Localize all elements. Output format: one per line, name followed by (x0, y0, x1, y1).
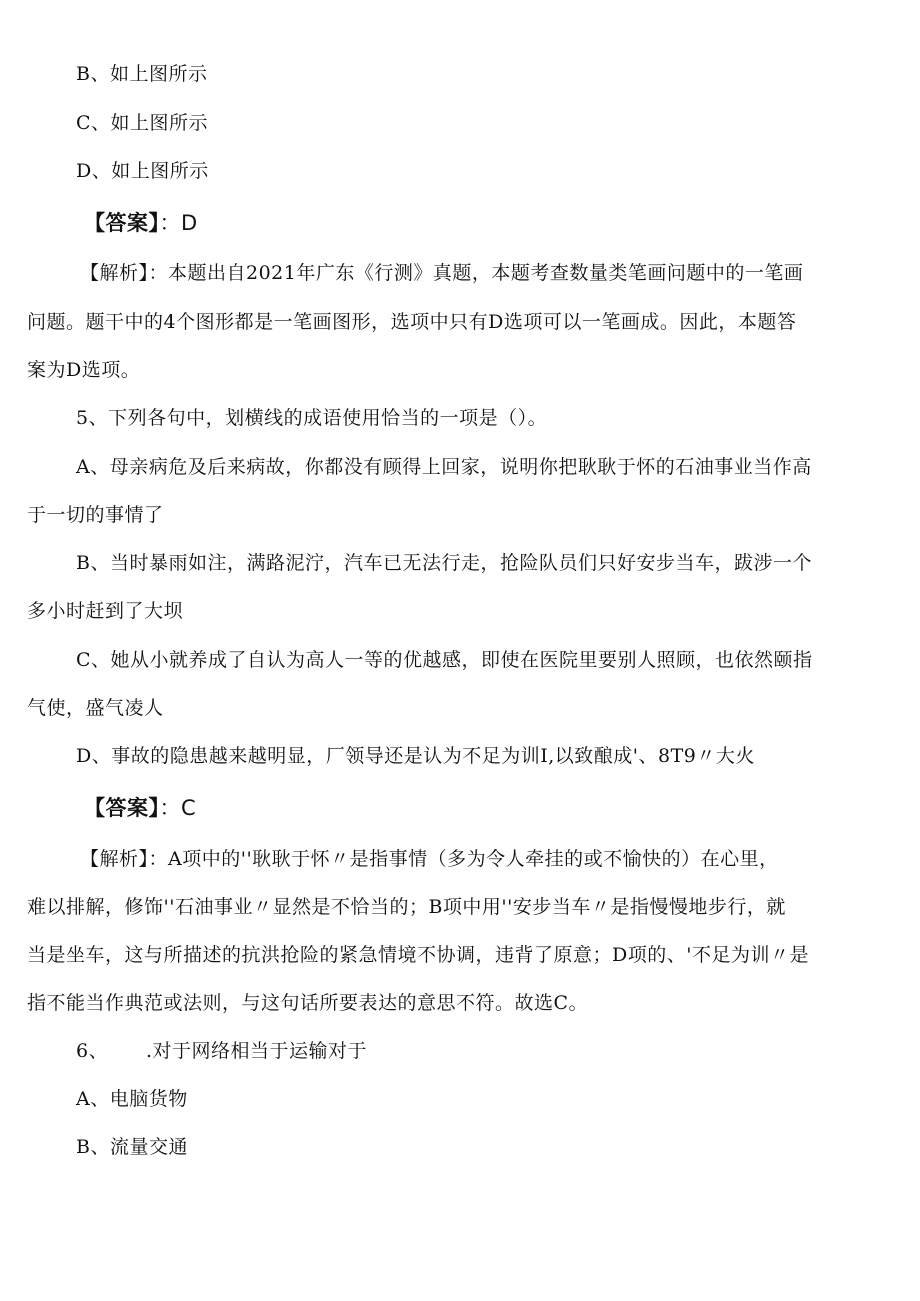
q5-option-b-line-1: B、当时暴雨如注，满路泥泞，汽车已无法行走，抢险队员们只好安步当车，跋涉一个 (76, 552, 812, 574)
q5-analysis-line-1: 【解析】：A项中的''耿耿于怀〃是指事情（多为令人牵挂的或不愉快的）在心里， (80, 848, 779, 870)
q5-option-a-line-2: 于一切的事情了 (27, 504, 164, 526)
q5-option-a-line-1: A、母亲病危及后来病故，你都没有顾得上回家，说明你把耿耿于怀的石油事业当作高 (76, 456, 812, 478)
q5-question: 5、下列各句中，划横线的成语使用恰当的一项是（）。 (76, 407, 548, 429)
answer-value: ：D (159, 211, 198, 235)
q5-option-b-line-2: 多小时赶到了大坝 (27, 600, 184, 622)
answer-value: ：C (159, 796, 197, 820)
q4-analysis-line-2: 问题。题干中的4个图形都是一笔画图形，选项中只有D选项可以一笔画成。因此，本题答 (27, 311, 797, 333)
q5-analysis-line-2: 难以排解，修饰''石油事业〃显然是不恰当的；B项中用''安步当车〃是指慢慢地步行，就 (27, 896, 786, 918)
q5-option-d: D、事故的隐患越来越明显，厂领导还是认为不足为训I,以致酿成'、8T9〃大火 (76, 745, 755, 767)
q4-analysis-line-3: 案为D选项。 (27, 359, 141, 381)
q4-option-b: B、如上图所示 (76, 63, 208, 85)
q4-option-c: C、如上图所示 (76, 112, 209, 134)
q6-option-b: B、流量交通 (76, 1136, 188, 1158)
answer-label: 【答案】 (84, 796, 160, 820)
q5-option-c-line-1: C、她从小就养成了自认为高人一等的优越感，即使在医院里要别人照顾，也依然颐指 (76, 649, 813, 671)
q5-analysis-line-4: 指不能当作典范或法则，与这句话所要表达的意思不符。故选C。 (27, 992, 589, 1014)
q5-analysis-line-3: 当是坐车，这与所描述的抗洪抢险的紧急情境不协调，违背了原意；D项的、'不足为训〃是 (27, 944, 809, 966)
q6-option-a: A、电脑货物 (76, 1088, 188, 1110)
q4-answer (84, 210, 198, 236)
q5-answer (84, 795, 196, 821)
q6-number: 6、 (76, 1040, 109, 1062)
q4-option-d: D、如上图所示 (76, 160, 209, 182)
answer-label: 【答案】 (84, 211, 160, 235)
q6-question: .对于网络相当于运输对于 (146, 1040, 368, 1062)
q4-analysis-line-1: 【解析】：本题出自2021年广东《行测》真题，本题考查数量类笔画问题中的一笔画 (80, 262, 804, 284)
q5-option-c-line-2: 气使，盛气凌人 (27, 697, 164, 719)
